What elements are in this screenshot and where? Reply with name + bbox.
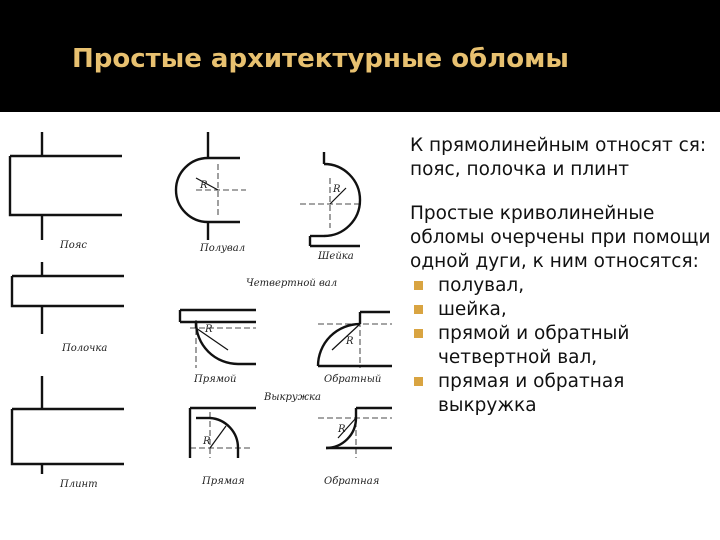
label-chetvertnoy-val: Четвертной вал: [246, 278, 338, 289]
label-vykruzhka: Выкружка: [264, 392, 321, 403]
label-poyas: Пояс: [60, 240, 87, 251]
vykruzhka-obratnaya-profile: [326, 408, 392, 448]
square-bullet-icon: [414, 281, 423, 290]
radius-label-pryamaya: R: [203, 436, 211, 447]
curved-moldings-text: Простые криволинейные обломы очерчены при помощи одной дуги, к ним относятся:: [410, 203, 711, 272]
label-obratnaya: Обратная: [324, 476, 380, 487]
radius-label-pryamoy: R: [205, 324, 213, 335]
label-pryamaya: Прямая: [202, 476, 245, 487]
radius-label-poluval: R: [200, 180, 208, 191]
list-item: полувал,: [410, 274, 716, 298]
poyas-profile: [10, 132, 122, 240]
list-item: прямая и обратная выкружка: [410, 370, 716, 418]
list-item: прямой и обратный четвертной вал,: [410, 322, 716, 370]
chetvertnoy-pryamoy-profile: [180, 310, 256, 364]
slide-title: Простые архитектурные обломы: [72, 44, 569, 74]
label-sheyka: Шейка: [318, 251, 354, 262]
radius-label-obratnaya: R: [338, 424, 346, 435]
square-bullet-icon: [414, 377, 423, 386]
label-plint: Плинт: [60, 479, 98, 490]
square-bullet-icon: [414, 329, 423, 338]
label-obratny: Обратный: [324, 374, 382, 385]
header-bar: [0, 0, 720, 112]
label-pryamoy: Прямой: [194, 374, 237, 385]
chetvertnoy-obratny-profile: [318, 312, 392, 366]
poluval-profile: [176, 132, 240, 240]
plint-profile: [12, 376, 124, 474]
vykruzhka-pryamaya-profile: [190, 408, 256, 458]
label-polochka: Полочка: [62, 343, 108, 354]
square-bullet-icon: [414, 305, 423, 314]
polochka-profile: [12, 262, 124, 334]
text-panel: [410, 134, 716, 418]
straight-moldings-text: К прямолинейным относят ся: пояс, полочка и плинт: [410, 135, 707, 180]
label-poluval: Полувал: [200, 243, 246, 254]
radius-label-obratny: R: [346, 336, 354, 347]
radius-label-sheyka: R: [333, 184, 341, 195]
curved-moldings-list: [410, 274, 716, 418]
list-item: шейка,: [410, 298, 716, 322]
